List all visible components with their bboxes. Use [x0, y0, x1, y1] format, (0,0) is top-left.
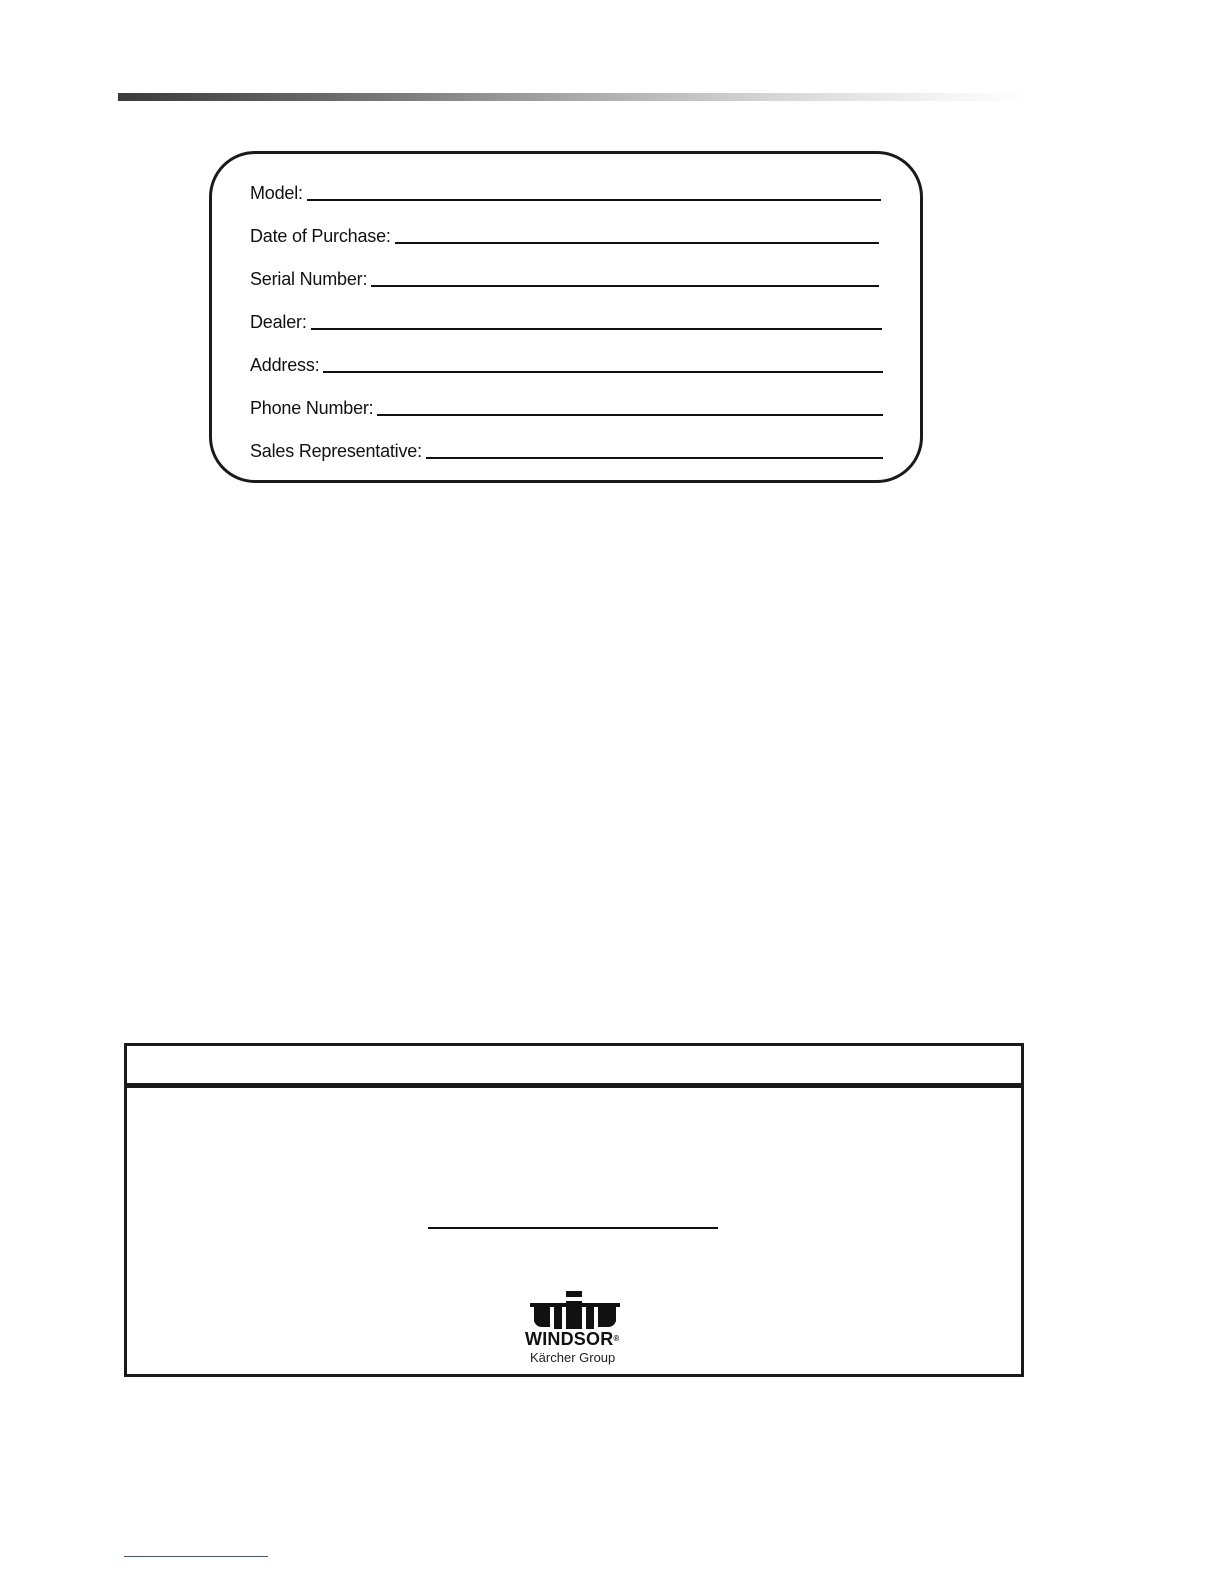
field-label-date-of-purchase: Date of Purchase:	[250, 226, 391, 246]
field-line-dealer[interactable]	[311, 328, 882, 330]
field-model	[250, 173, 881, 203]
footer-link-underline[interactable]	[124, 1556, 268, 1557]
header-gradient-rule	[118, 93, 1030, 101]
logo-brand-text: WINDSOR®	[525, 1329, 620, 1349]
field-sales-representative	[250, 431, 883, 461]
field-label-dealer: Dealer:	[250, 312, 307, 332]
windsor-logo-icon	[530, 1291, 620, 1331]
field-label-phone-number: Phone Number:	[250, 398, 374, 418]
windsor-logo	[522, 1289, 632, 1369]
field-label-model: Model:	[250, 183, 303, 203]
field-dealer	[250, 302, 882, 332]
field-line-address[interactable]	[323, 371, 883, 373]
field-serial-number	[250, 259, 879, 289]
notice-box	[124, 1043, 1024, 1377]
field-label-address: Address:	[250, 355, 320, 375]
field-line-serial-number[interactable]	[371, 285, 879, 287]
field-line-model[interactable]	[307, 199, 881, 201]
field-date-of-purchase	[250, 216, 879, 246]
field-label-sales-representative: Sales Representative:	[250, 441, 422, 461]
field-label-serial-number: Serial Number:	[250, 269, 368, 289]
field-line-date-of-purchase[interactable]	[395, 242, 879, 244]
field-phone-number	[250, 388, 883, 418]
notice-box-header	[127, 1046, 1021, 1088]
field-line-sales-representative[interactable]	[426, 457, 883, 459]
signature-line	[428, 1227, 718, 1229]
field-address	[250, 345, 883, 375]
logo-subtitle: Kärcher Group	[530, 1350, 616, 1365]
field-line-phone-number[interactable]	[377, 414, 883, 416]
